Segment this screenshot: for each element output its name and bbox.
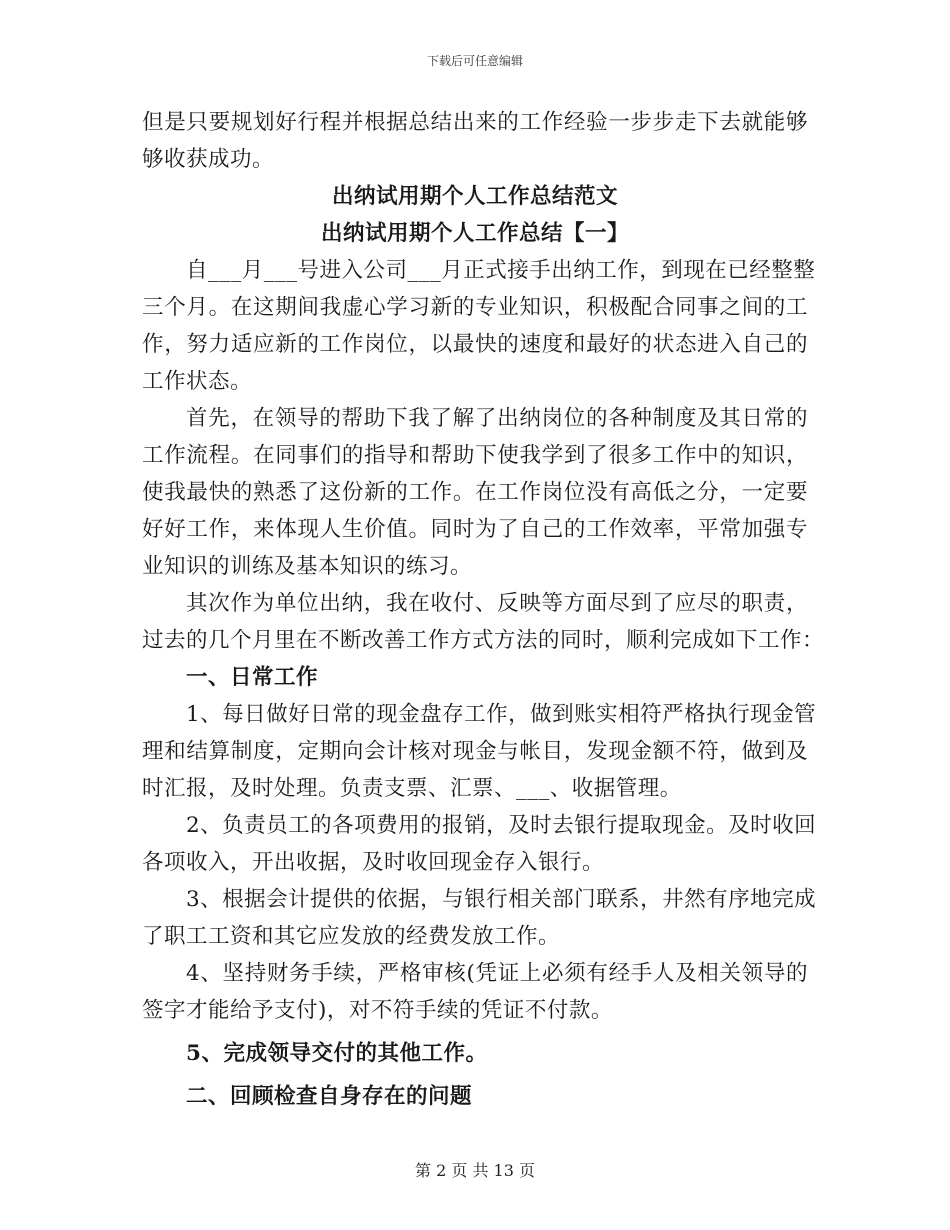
section-title: 出纳试用期个人工作总结【一】	[320, 221, 629, 246]
page-header-note: 下载后可任意编辑	[426, 54, 523, 68]
section-heading: 二、回顾检查自身存在的问题	[186, 1084, 473, 1109]
list-item-line: 签字才能给予支付)，对不符手续的凭证不付款。	[142, 998, 613, 1023]
paragraph-line: 其次作为单位出纳，我在收付、反映等方面尽到了应尽的职责，	[186, 591, 808, 616]
list-item-line: 2、负责员工的各项费用的报销，及时去银行提取现金。及时收回	[186, 813, 817, 838]
paragraph-line: 作，努力适应新的工作岗位，以最快的速度和最好的状态进入自己的	[142, 332, 808, 357]
paragraph-line: 过去的几个月里在不断改善工作方式方法的同时，顺利完成如下工作：	[142, 628, 825, 653]
intro-line: 够收获成功。	[142, 147, 275, 172]
list-item-line: 时汇报，及时处理。负责支票、汇票、___、收据管理。	[142, 776, 682, 801]
list-item-line: 3、根据会计提供的依据，与银行相关部门联系，井然有序地完成	[186, 887, 817, 912]
list-item-line: 1、每日做好日常的现金盘存工作，做到账实相符严格执行现金管	[186, 702, 817, 727]
paragraph-line: 业知识的训练及基本知识的练习。	[142, 554, 473, 579]
paragraph-line: 工作流程。在同事们的指导和帮助下使我学到了很多工作中的知识，	[142, 443, 808, 468]
paragraph-line: 好好工作，来体现人生价值。同时为了自己的工作效率，平常加强专	[142, 517, 808, 542]
paragraph-line: 使我最快的熟悉了这份新的工作。在工作岗位没有高低之分，一定要	[142, 480, 808, 505]
list-item-line: 了职工工资和其它应发放的经费发放工作。	[142, 924, 561, 949]
paragraph-line: 三个月。在这期间我虚心学习新的专业知识，积极配合同事之间的工	[142, 295, 808, 320]
document-title: 出纳试用期个人工作总结范文	[331, 184, 618, 209]
list-item-line: 4、坚持财务手续，严格审核(凭证上必须有经手人及相关领导的	[186, 961, 808, 986]
section-heading: 一、日常工作	[186, 665, 319, 690]
intro-line: 但是只要规划好行程并根据总结出来的工作经验一步步走下去就能够	[142, 110, 808, 135]
document-body	[142, 104, 825, 1115]
list-item-bold: 5、完成领导交付的其他工作。	[186, 1041, 488, 1066]
page-number: 第 2 页 共 13 页	[415, 1161, 535, 1180]
paragraph-line: 首先，在领导的帮助下我了解了出纳岗位的各种制度及其日常的	[186, 406, 808, 431]
paragraph-line: 自___月___号进入公司___月正式接手出纳工作，到现在已经整整	[186, 258, 816, 283]
paragraph-line: 工作状态。	[142, 369, 253, 394]
list-item-line: 各项收入，开出收据，及时收回现金存入银行。	[142, 850, 605, 875]
list-item-line: 理和结算制度，定期向会计核对现金与帐目，发现金额不符，做到及	[142, 739, 808, 764]
